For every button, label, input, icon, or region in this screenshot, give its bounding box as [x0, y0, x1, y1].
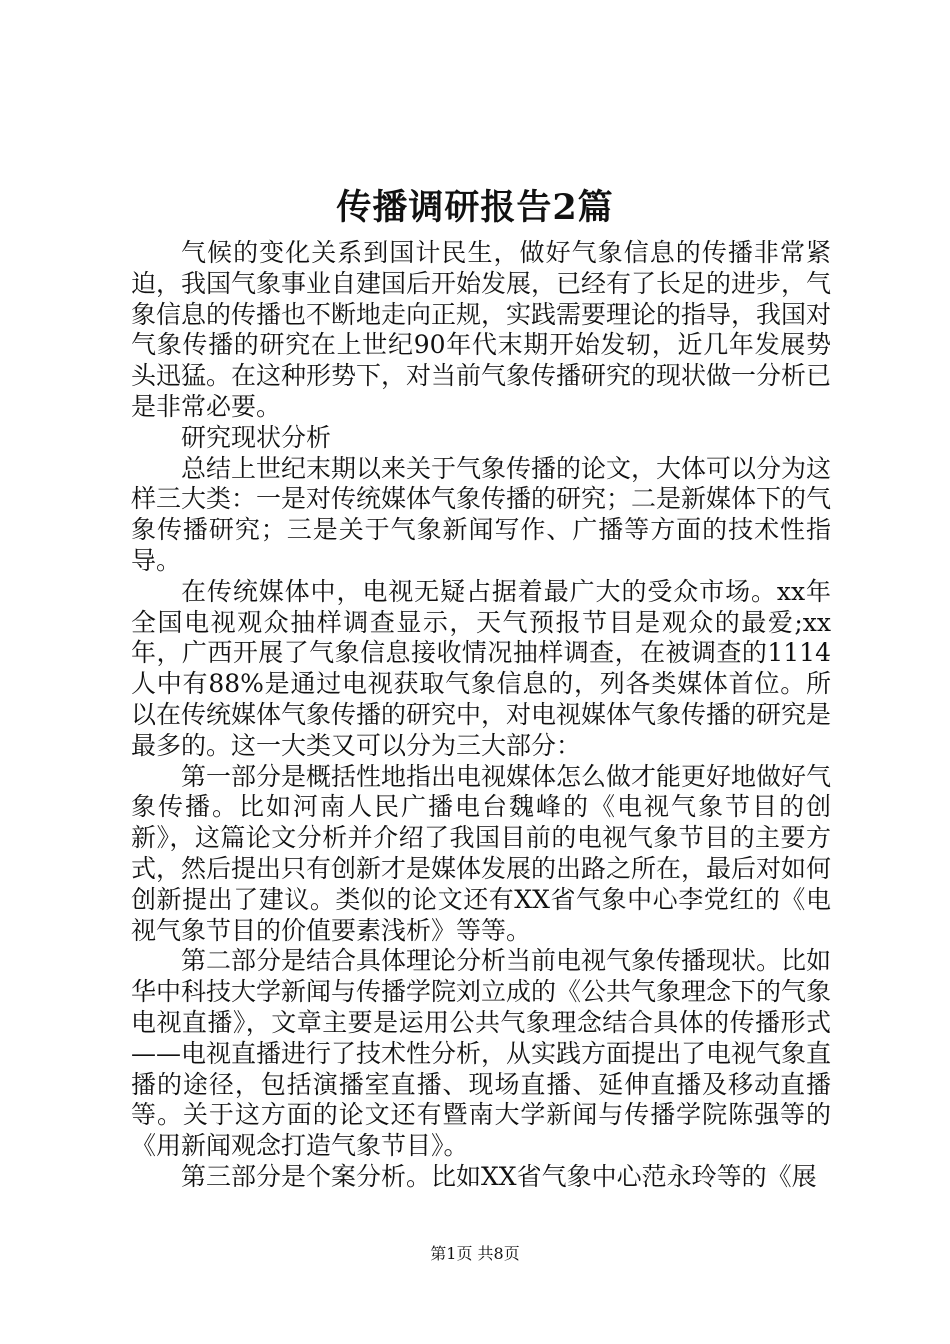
paragraph-intro: 气候的变化关系到国计民生，做好气象信息的传播非常紧迫，我国气象事业自建国后开始发展，已经有了长足的进步，气象信息的传播也不断地走向正规，实践需要理论的指导，我国对气象传播的研究在上世纪90年代末期开始发轫，近几年发展势头迅猛。在这种形势下，对当前气象传播研究的现状做一分析已是非常必要。: [131, 238, 832, 421]
document-body: [131, 238, 831, 1193]
paragraph-part-two: 第二部分是结合具体理论分析当前电视气象传播现状。比如华中科技大学新闻与传播学院刘立成的《公共气象理念下的气象电视直播》，文章主要是运用公共气象理念结合具体的传播形式——电视直播进行了技术性分析，从实践方面提出了电视气象直播的途径，包括演播室直播、现场直播、延伸直播及移动直播等。关于这方面的论文还有暨南大学新闻与传播学院陈强等的《用新闻观念打造气象节目》。: [131, 946, 832, 1161]
paragraph-part-three: 第三部分是个案分析。比如XX省气象中心范永玲等的《展: [181, 1161, 817, 1191]
document-title: 传播调研报告2篇: [336, 187, 614, 228]
page-footer: 第1页 共8页: [430, 1244, 520, 1263]
paragraph-part-one: 第一部分是概括性地指出电视媒体怎么做才能更好地做好气象传播。比如河南人民广播电台魏峰的《电视气象节目的创新》，这篇论文分析并介绍了我国目前的电视气象节目的主要方式，然后提出只有创新才是媒体发展的出路之所在，最后对如何创新提出了建议。类似的论文还有XX省气象中心李党红的《电视气象节目的价值要素浅析》等等。: [131, 761, 832, 945]
paragraph-traditional-media: 在传统媒体中，电视无疑占据着最广大的受众市场。xx年全国电视观众抽样调查显示，天气预报节目是观众的最爱;xx年，广西开展了气象信息接收情况抽样调查，在被调查的1114人中有88%是通过电视获取气象信息的，列各类媒体首位。所以在传统媒体气象传播的研究中，对电视媒体气象传播的研究是最多的。这一大类又可以分为三大部分：: [131, 576, 832, 760]
paragraph-summary: 总结上世纪末期以来关于气象传播的论文，大体可以分为这样三大类：一是对传统媒体气象传播的研究；二是新媒体下的气象传播研究；三是关于气象新闻写作、广播等方面的技术性指导。: [131, 453, 832, 575]
section-heading: 研究现状分析: [181, 422, 332, 452]
